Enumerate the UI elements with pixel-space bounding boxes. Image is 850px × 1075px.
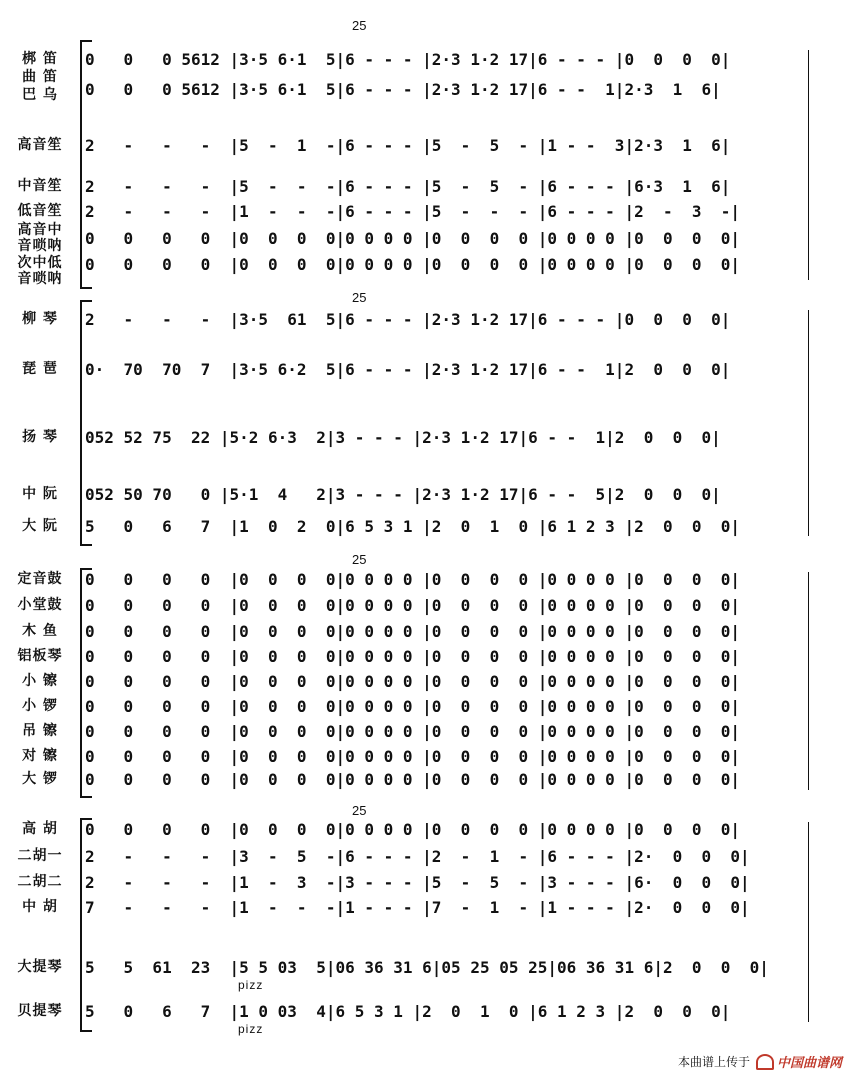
plucked-bracket: [80, 300, 92, 546]
measure-number: 25: [352, 290, 367, 305]
notation-row: 0 0 0 0 |0 0 0 0|0 0 0 0 |0 0 0 0 |0 0 0 0 |0 0 0 0|: [85, 722, 741, 741]
instrument-label: 小堂鼓: [17, 597, 63, 613]
instrument-label: 中 阮: [22, 486, 58, 502]
instrument-label: 音唢呐: [17, 271, 63, 287]
pizz-marking: pizz: [238, 1022, 264, 1036]
pizz-marking: pizz: [238, 978, 264, 992]
instrument-label: 大 阮: [22, 518, 58, 534]
instrument-label: 小 锣: [22, 698, 58, 714]
instrument-label: 中 胡: [22, 899, 58, 915]
notation-row: 0 0 0 5612 |3·5 6·1 5|6 - - - |2·3 1·2 17|6 - - - |0 0 0 0|: [85, 50, 731, 69]
instrument-label: 木 鱼: [22, 623, 58, 639]
site-name: 中国曲谱网: [776, 1055, 842, 1070]
instrument-label: 对 镲: [22, 748, 58, 764]
notation-row: 052 50 70 0 |5·1 4 2|3 - - - |2·3 1·2 17|6 - - 5|2 0 0 0|: [85, 485, 721, 504]
instrument-label: 定音鼓: [17, 571, 63, 587]
instrument-label: 二胡一: [17, 848, 63, 864]
upload-text: 本曲谱上传于: [677, 1055, 750, 1069]
measure-number: 25: [352, 552, 367, 567]
instrument-label: 巴 乌: [22, 87, 58, 103]
notation-row: 2 - - - |3 - 5 -|6 - - - |2 - 1 - |6 - - - |2· 0 0 0|: [85, 847, 750, 866]
instrument-label: 吊 镲: [22, 723, 58, 739]
instrument-label: 高音笙: [17, 137, 63, 153]
notation-row: 052 52 75 22 |5·2 6·3 2|3 - - - |2·3 1·2 17|6 - - 1|2 0 0 0|: [85, 428, 721, 447]
notation-row: 0· 70 70 7 |3·5 6·2 5|6 - - - |2·3 1·2 17|6 - - 1|2 0 0 0|: [85, 360, 731, 379]
instrument-label: 梆 笛: [22, 51, 58, 67]
notation-row: 2 - - - |5 - 1 -|6 - - - |5 - 5 - |1 - - 3|2·3 1 6|: [85, 136, 731, 155]
notation-row: 0 0 0 0 |0 0 0 0|0 0 0 0 |0 0 0 0 |0 0 0 0 |0 0 0 0|: [85, 570, 741, 589]
instrument-label: 柳 琴: [22, 311, 58, 327]
winds-bracket: [80, 40, 92, 289]
notation-row: 0 0 0 0 |0 0 0 0|0 0 0 0 |0 0 0 0 |0 0 0 0 |0 0 0 0|: [85, 770, 741, 789]
measure-number: 25: [352, 803, 367, 818]
instrument-label: 低音笙: [17, 203, 63, 219]
notation-row: 2 - - - |1 - 3 -|3 - - - |5 - 5 - |3 - - - |6· 0 0 0|: [85, 873, 750, 892]
instrument-label: 铝板琴: [17, 648, 63, 664]
notation-row: 2 - - - |5 - - -|6 - - - |5 - 5 - |6 - - - |6·3 1 6|: [85, 177, 731, 196]
notation-row: 5 0 6 7 |1 0 2 0|6 5 3 1 |2 0 1 0 |6 1 2 3 |2 0 0 0|: [85, 517, 741, 536]
instrument-label: 琵 琶: [22, 361, 58, 377]
notation-row: 0 0 0 0 |0 0 0 0|0 0 0 0 |0 0 0 0 |0 0 0 0 |0 0 0 0|: [85, 622, 741, 641]
instrument-label: 次中低: [17, 255, 63, 271]
notation-row: 5 0 6 7 |1 0 03 4|6 5 3 1 |2 0 1 0 |6 1 2 3 |2 0 0 0|: [85, 1002, 731, 1021]
notation-row: 2 - - - |3·5 61 5|6 - - - |2·3 1·2 17|6 - - - |0 0 0 0|: [85, 310, 731, 329]
instrument-label: 大提琴: [17, 959, 63, 975]
notation-row: 0 0 0 0 |0 0 0 0|0 0 0 0 |0 0 0 0 |0 0 0 0 |0 0 0 0|: [85, 697, 741, 716]
site-logo[interactable]: [756, 1052, 842, 1071]
instrument-label: 中音笙: [17, 178, 63, 194]
notation-row: 0 0 0 0 |0 0 0 0|0 0 0 0 |0 0 0 0 |0 0 0 0 |0 0 0 0|: [85, 820, 741, 839]
notation-row: 7 - - - |1 - - -|1 - - - |7 - 1 - |1 - - - |2· 0 0 0|: [85, 898, 750, 917]
measure-number: 25: [352, 18, 367, 33]
instrument-label: 贝提琴: [17, 1003, 63, 1019]
instrument-label: 小 镲: [22, 673, 58, 689]
instrument-label: 二胡二: [17, 874, 63, 890]
instrument-label: 高 胡: [22, 821, 58, 837]
footer: [678, 1052, 842, 1071]
instrument-label: 音唢呐: [17, 238, 63, 254]
notation-row: 0 0 0 0 |0 0 0 0|0 0 0 0 |0 0 0 0 |0 0 0 0 |0 0 0 0|: [85, 647, 741, 666]
notation-row: 0 0 0 0 |0 0 0 0|0 0 0 0 |0 0 0 0 |0 0 0 0 |0 0 0 0|: [85, 672, 741, 691]
notation-row: 0 0 0 0 |0 0 0 0|0 0 0 0 |0 0 0 0 |0 0 0 0 |0 0 0 0|: [85, 747, 741, 766]
notation-row: 5 5 61 23 |5 5 03 5|06 36 31 6|05 25 05 25|06 36 31 6|2 0 0 0|: [85, 958, 769, 977]
instrument-label: 高音中: [17, 222, 63, 238]
instrument-label: 扬 琴: [22, 429, 58, 445]
notation-row: 2 - - - |1 - - -|6 - - - |5 - - - |6 - - - |2 - 3 -|: [85, 202, 741, 221]
notation-row: 0 0 0 0 |0 0 0 0|0 0 0 0 |0 0 0 0 |0 0 0 0 |0 0 0 0|: [85, 596, 741, 615]
notation-row: 0 0 0 5612 |3·5 6·1 5|6 - - - |2·3 1·2 17|6 - - 1|2·3 1 6|: [85, 80, 721, 99]
notation-row: 0 0 0 0 |0 0 0 0|0 0 0 0 |0 0 0 0 |0 0 0 0 |0 0 0 0|: [85, 255, 741, 274]
instrument-label: 曲 笛: [22, 69, 58, 85]
notation-row: 0 0 0 0 |0 0 0 0|0 0 0 0 |0 0 0 0 |0 0 0 0 |0 0 0 0|: [85, 229, 741, 248]
instrument-label: 大 锣: [22, 771, 58, 787]
logo-icon: [756, 1054, 774, 1070]
